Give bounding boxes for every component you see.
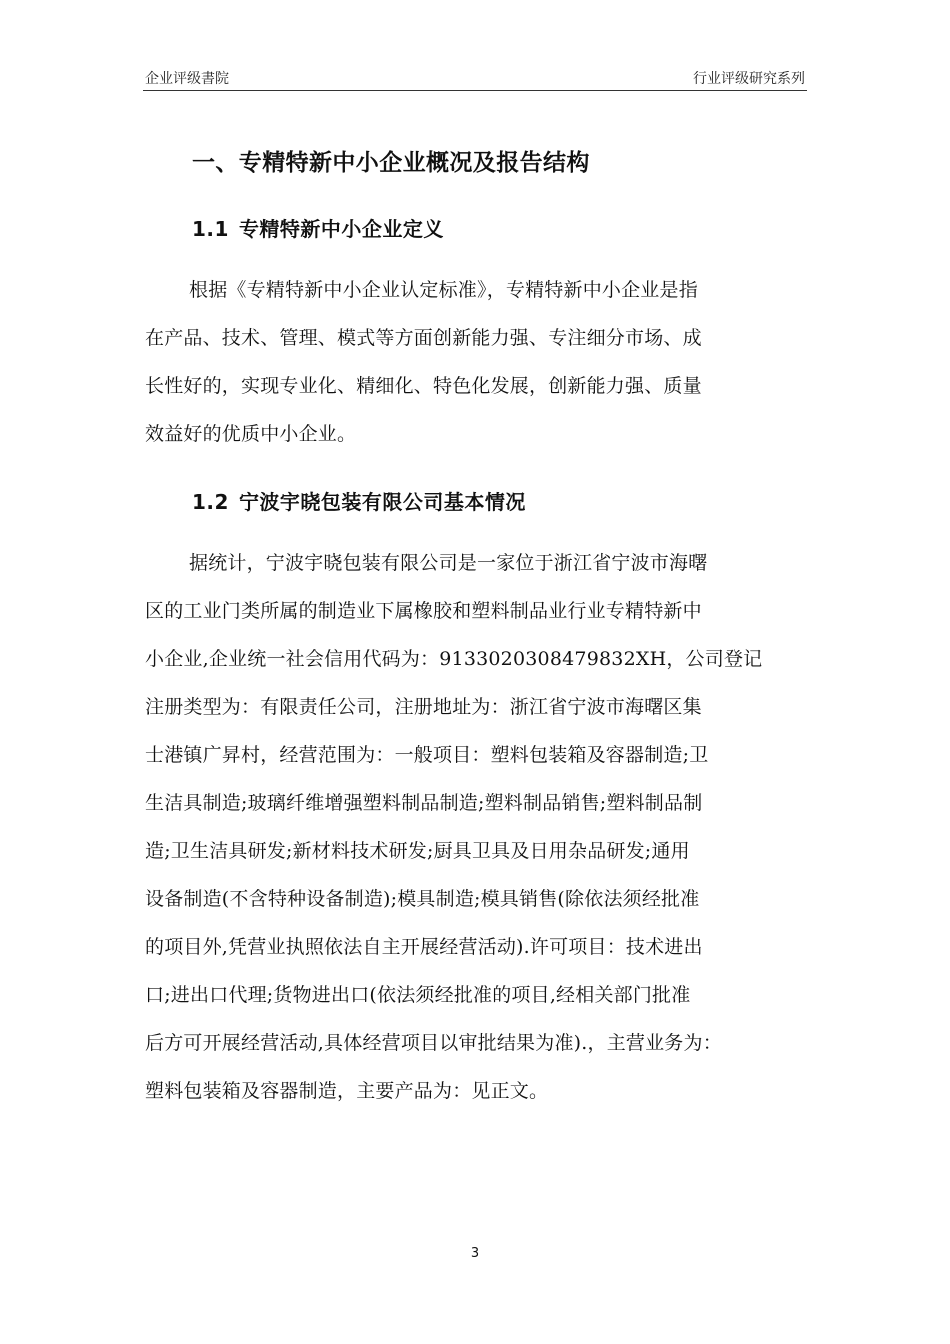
paragraph-line: 长性好的，实现专业化、精细化、特色化发展，创新能力强、质量: [145, 375, 702, 397]
header-divider: [143, 90, 807, 91]
paragraph-line: 造;卫生洁具研发;新材料技术研发;厨具卫具及日用杂品研发;通用: [145, 840, 690, 862]
paragraph-line: 根据《专精特新中小企业认定标准》，专精特新中小企业是指: [189, 279, 698, 301]
section-heading-1-2: [192, 486, 526, 515]
section-number: 1.2: [192, 490, 229, 514]
page-header: [145, 68, 805, 90]
paragraph-line: 设备制造(不含特种设备制造);模具制造;模具销售(除依法须经批准: [145, 888, 700, 910]
paragraph-company-info: [145, 539, 807, 1115]
paragraph-line: 士港镇广昇村，经营范围为：一般项目：塑料包装箱及容器制造;卫: [145, 744, 709, 766]
paragraph-line: 小企业,企业统一社会信用代码为：9133020308479832XH，公司登记: [145, 648, 763, 670]
paragraph-line: 口;进出口代理;货物进出口(依法须经批准的项目,经相关部门批准: [145, 984, 691, 1006]
section-number: 1.1: [192, 217, 229, 241]
paragraph-line: 据统计，宁波宇晓包装有限公司是一家位于浙江省宁波市海曙: [189, 552, 708, 574]
paragraph-line: 后方可开展经营活动,具体经营项目以审批结果为准).，主营业务为：: [145, 1032, 722, 1054]
paragraph-line: 效益好的优质中小企业。: [145, 423, 357, 445]
section-heading-1-1: [192, 213, 444, 242]
header-left-text: 企业评级書院: [145, 71, 229, 87]
section-title: 专精特新中小企业定义: [238, 217, 444, 241]
paragraph-line: 的项目外,凭营业执照依法自主开展经营活动).许可项目：技术进出: [145, 936, 703, 958]
page-number: 3: [470, 1246, 480, 1261]
paragraph-line: 注册类型为：有限责任公司，注册地址为：浙江省宁波市海曙区集: [145, 696, 702, 718]
chapter-title: 一、专精特新中小企业概况及报告结构: [192, 150, 590, 176]
paragraph-line: 塑料包装箱及容器制造，主要产品为：见正文。: [145, 1080, 549, 1102]
paragraph-line: 区的工业门类所属的制造业下属橡胶和塑料制品业行业专精特新中: [145, 600, 702, 622]
paragraph-line: 生洁具制造;玻璃纤维增强塑料制品制造;塑料制品销售;塑料制品制: [145, 792, 703, 814]
paragraph-line: 在产品、技术、管理、模式等方面创新能力强、专注细分市场、成: [145, 327, 702, 349]
header-right-text: 行业评级研究系列: [693, 71, 805, 87]
section-title: 宁波宇晓包装有限公司基本情况: [238, 490, 526, 514]
paragraph-definition: [145, 266, 807, 458]
